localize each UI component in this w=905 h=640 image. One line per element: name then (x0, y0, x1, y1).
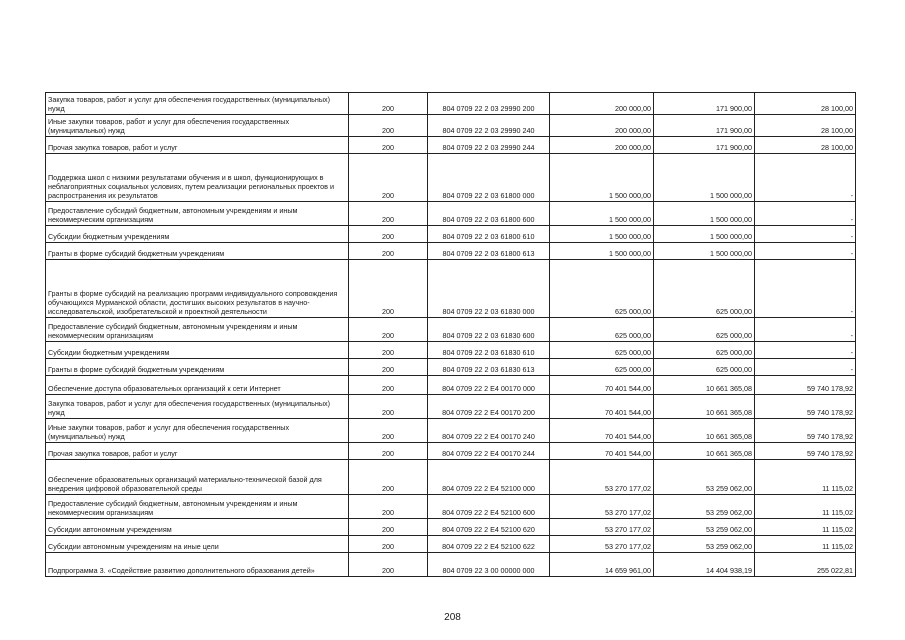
row-approved-cell: 625 000,00 (550, 359, 654, 376)
row-unexecuted-cell: - (755, 318, 856, 342)
row-name-cell: Иные закупки товаров, работ и услуг для обеспечения государственных (муниципальных) нужд (46, 419, 349, 443)
row-approved-cell: 70 401 544,00 (550, 376, 654, 395)
row-unexecuted-cell: 11 115,02 (755, 536, 856, 553)
table-body (46, 93, 856, 577)
row-unexecuted-cell: - (755, 154, 856, 202)
row-name-cell: Иные закупки товаров, работ и услуг для обеспечения государственных (муниципальных) нужд (46, 115, 349, 137)
row-executed-cell: 625 000,00 (654, 318, 755, 342)
row-unexecuted-cell: - (755, 226, 856, 243)
row-name-cell: Закупка товаров, работ и услуг для обеспечения государственных (муниципальных) нужд (46, 395, 349, 419)
row-name-cell: Прочая закупка товаров, работ и услуг (46, 443, 349, 460)
table-row (46, 395, 856, 419)
row-name-cell: Предоставление субсидий бюджетным, автономным учреждениям и иным некоммерческим организациям (46, 495, 349, 519)
row-executed-cell: 53 259 062,00 (654, 536, 755, 553)
row-approved-cell: 625 000,00 (550, 342, 654, 359)
table-row (46, 243, 856, 260)
row-classification-cell: 804 0709 22 2 03 61830 613 (428, 359, 550, 376)
row-approved-cell: 53 270 177,02 (550, 519, 654, 536)
row-classification-cell: 804 0709 22 2 03 61800 613 (428, 243, 550, 260)
row-classification-cell: 804 0709 22 2 E4 52100 000 (428, 460, 550, 495)
row-classification-cell: 804 0709 22 2 03 61800 610 (428, 226, 550, 243)
row-classification-cell: 804 0709 22 3 00 00000 000 (428, 553, 550, 577)
row-executed-cell: 10 661 365,08 (654, 419, 755, 443)
row-executed-cell: 14 404 938,19 (654, 553, 755, 577)
row-classification-cell: 804 0709 22 2 03 61800 000 (428, 154, 550, 202)
row-classification-cell: 804 0709 22 2 E4 00170 240 (428, 419, 550, 443)
row-unexecuted-cell: - (755, 359, 856, 376)
row-approved-cell: 625 000,00 (550, 260, 654, 318)
row-classification-cell: 804 0709 22 2 E4 00170 200 (428, 395, 550, 419)
table-row (46, 260, 856, 318)
table-row (46, 137, 856, 154)
row-code-cell: 200 (349, 395, 428, 419)
table-row (46, 495, 856, 519)
row-name-cell: Гранты в форме субсидий бюджетным учреждениям (46, 243, 349, 260)
row-name-cell: Субсидии бюджетным учреждениям (46, 342, 349, 359)
table-row (46, 115, 856, 137)
row-approved-cell: 70 401 544,00 (550, 443, 654, 460)
row-classification-cell: 804 0709 22 2 03 29990 240 (428, 115, 550, 137)
row-code-cell: 200 (349, 536, 428, 553)
row-code-cell: 200 (349, 318, 428, 342)
row-approved-cell: 1 500 000,00 (550, 243, 654, 260)
row-name-cell: Гранты в форме субсидий бюджетным учреждениям (46, 359, 349, 376)
row-unexecuted-cell: - (755, 202, 856, 226)
row-approved-cell: 200 000,00 (550, 93, 654, 115)
row-executed-cell: 53 259 062,00 (654, 495, 755, 519)
row-approved-cell: 1 500 000,00 (550, 154, 654, 202)
table-row (46, 419, 856, 443)
row-unexecuted-cell: 59 740 178,92 (755, 419, 856, 443)
row-classification-cell: 804 0709 22 2 03 61800 600 (428, 202, 550, 226)
row-code-cell: 200 (349, 243, 428, 260)
row-executed-cell: 171 900,00 (654, 115, 755, 137)
row-approved-cell: 200 000,00 (550, 137, 654, 154)
row-code-cell: 200 (349, 93, 428, 115)
row-classification-cell: 804 0709 22 2 03 61830 600 (428, 318, 550, 342)
row-name-cell: Обеспечение образовательных организаций материально-технической базой для внедрения цифровой образовательной среды (46, 460, 349, 495)
row-executed-cell: 53 259 062,00 (654, 519, 755, 536)
row-classification-cell: 804 0709 22 2 03 61830 000 (428, 260, 550, 318)
row-approved-cell: 1 500 000,00 (550, 226, 654, 243)
table-row (46, 342, 856, 359)
row-name-cell: Прочая закупка товаров, работ и услуг (46, 137, 349, 154)
row-name-cell: Субсидии автономным учреждениям на иные цели (46, 536, 349, 553)
row-executed-cell: 1 500 000,00 (654, 243, 755, 260)
row-code-cell: 200 (349, 519, 428, 536)
row-approved-cell: 625 000,00 (550, 318, 654, 342)
table-row (46, 553, 856, 577)
row-classification-cell: 804 0709 22 2 E4 00170 244 (428, 443, 550, 460)
row-unexecuted-cell: - (755, 342, 856, 359)
row-code-cell: 200 (349, 495, 428, 519)
row-executed-cell: 10 661 365,08 (654, 443, 755, 460)
table-row (46, 443, 856, 460)
row-name-cell: Предоставление субсидий бюджетным, автономным учреждениям и иным некоммерческим организациям (46, 202, 349, 226)
table-row (46, 536, 856, 553)
row-unexecuted-cell: 59 740 178,92 (755, 443, 856, 460)
row-classification-cell: 804 0709 22 2 E4 52100 600 (428, 495, 550, 519)
row-approved-cell: 53 270 177,02 (550, 536, 654, 553)
row-code-cell: 200 (349, 202, 428, 226)
row-name-cell: Предоставление субсидий бюджетным, автономным учреждениям и иным некоммерческим организациям (46, 318, 349, 342)
row-classification-cell: 804 0709 22 2 03 61830 610 (428, 342, 550, 359)
row-executed-cell: 625 000,00 (654, 260, 755, 318)
table-row (46, 93, 856, 115)
row-approved-cell: 1 500 000,00 (550, 202, 654, 226)
row-code-cell: 200 (349, 226, 428, 243)
row-code-cell: 200 (349, 260, 428, 318)
page-number: 208 (444, 612, 461, 623)
table-row (46, 154, 856, 202)
row-name-cell: Субсидии автономным учреждениям (46, 519, 349, 536)
row-executed-cell: 1 500 000,00 (654, 226, 755, 243)
row-unexecuted-cell: - (755, 243, 856, 260)
row-code-cell: 200 (349, 419, 428, 443)
table-row (46, 376, 856, 395)
row-code-cell: 200 (349, 553, 428, 577)
row-classification-cell: 804 0709 22 2 03 29990 200 (428, 93, 550, 115)
row-unexecuted-cell: 28 100,00 (755, 137, 856, 154)
row-code-cell: 200 (349, 137, 428, 154)
table-row (46, 359, 856, 376)
row-unexecuted-cell: 255 022,81 (755, 553, 856, 577)
row-classification-cell: 804 0709 22 2 E4 00170 000 (428, 376, 550, 395)
table-row (46, 226, 856, 243)
row-code-cell: 200 (349, 460, 428, 495)
row-code-cell: 200 (349, 115, 428, 137)
row-unexecuted-cell: 11 115,02 (755, 495, 856, 519)
budget-execution-table (45, 92, 856, 577)
row-approved-cell: 53 270 177,02 (550, 460, 654, 495)
row-unexecuted-cell: 28 100,00 (755, 93, 856, 115)
row-name-cell: Обеспечение доступа образовательных организаций к сети Интернет (46, 376, 349, 395)
row-executed-cell: 10 661 365,08 (654, 395, 755, 419)
row-executed-cell: 10 661 365,08 (654, 376, 755, 395)
row-executed-cell: 171 900,00 (654, 93, 755, 115)
row-classification-cell: 804 0709 22 2 E4 52100 622 (428, 536, 550, 553)
row-code-cell: 200 (349, 342, 428, 359)
row-unexecuted-cell: - (755, 260, 856, 318)
row-classification-cell: 804 0709 22 2 E4 52100 620 (428, 519, 550, 536)
row-name-cell: Подпрограмма 3. «Содействие развитию дополнительного образования детей» (46, 553, 349, 577)
row-approved-cell: 70 401 544,00 (550, 395, 654, 419)
table-row (46, 202, 856, 226)
row-approved-cell: 53 270 177,02 (550, 495, 654, 519)
row-code-cell: 200 (349, 359, 428, 376)
row-name-cell: Субсидии бюджетным учреждениям (46, 226, 349, 243)
table-row (46, 519, 856, 536)
row-executed-cell: 53 259 062,00 (654, 460, 755, 495)
row-code-cell: 200 (349, 376, 428, 395)
row-executed-cell: 625 000,00 (654, 342, 755, 359)
row-unexecuted-cell: 11 115,02 (755, 460, 856, 495)
table-row (46, 318, 856, 342)
row-unexecuted-cell: 28 100,00 (755, 115, 856, 137)
row-unexecuted-cell: 59 740 178,92 (755, 395, 856, 419)
row-code-cell: 200 (349, 154, 428, 202)
row-unexecuted-cell: 11 115,02 (755, 519, 856, 536)
row-unexecuted-cell: 59 740 178,92 (755, 376, 856, 395)
row-approved-cell: 14 659 961,00 (550, 553, 654, 577)
row-approved-cell: 70 401 544,00 (550, 419, 654, 443)
row-executed-cell: 1 500 000,00 (654, 202, 755, 226)
row-classification-cell: 804 0709 22 2 03 29990 244 (428, 137, 550, 154)
row-name-cell: Поддержка школ с низкими результатами обучения и в школ, функционирующих в неблагоприятных социальных условиях, путем реализации региональных проектов и распространения их результатов (46, 154, 349, 202)
row-approved-cell: 200 000,00 (550, 115, 654, 137)
row-name-cell: Закупка товаров, работ и услуг для обеспечения государственных (муниципальных) нужд (46, 93, 349, 115)
row-executed-cell: 1 500 000,00 (654, 154, 755, 202)
table-row (46, 460, 856, 495)
row-code-cell: 200 (349, 443, 428, 460)
row-name-cell: Гранты в форме субсидий на реализацию программ индивидуального сопровождения обучающихся Мурманской области, достигших высоких результатов в научно-исследовательской, изобретательской и проектной деятельности (46, 260, 349, 318)
row-executed-cell: 625 000,00 (654, 359, 755, 376)
row-executed-cell: 171 900,00 (654, 137, 755, 154)
